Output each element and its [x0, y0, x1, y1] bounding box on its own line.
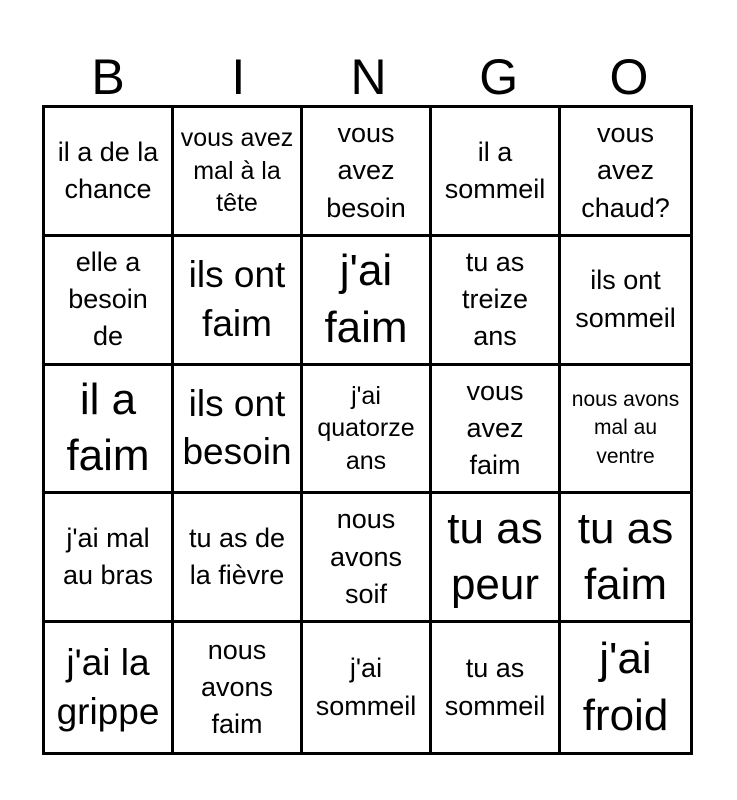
bingo-cell[interactable]	[174, 494, 303, 623]
bingo-cell[interactable]	[561, 623, 690, 752]
bingo-cell[interactable]	[303, 494, 432, 623]
bingo-header	[43, 44, 694, 106]
cell-text: tu as peur	[447, 503, 543, 610]
cell-text: ils ont faim	[188, 253, 286, 344]
cell-text: il a de la chance	[57, 136, 159, 204]
bingo-cell[interactable]	[432, 494, 561, 623]
header-letter-g: G	[479, 49, 519, 105]
bingo-cell[interactable]	[432, 366, 561, 495]
cell-text: nous avons mal au ventre	[571, 387, 680, 468]
bingo-cell[interactable]	[303, 366, 432, 495]
bingo-cell[interactable]	[45, 623, 174, 752]
cell-text: nous avons faim	[200, 634, 274, 740]
cell-text: il a faim	[66, 375, 150, 481]
cell-text: j'ai mal au bras	[62, 523, 154, 591]
cell-text: j'ai la grippe	[56, 641, 160, 732]
cell-text: elle a besoin de	[68, 246, 148, 352]
bingo-cell[interactable]	[432, 237, 561, 366]
bingo-cell[interactable]	[45, 108, 174, 237]
cell-text: vous avez chaud?	[581, 118, 670, 223]
header-letter-i: I	[231, 49, 246, 105]
header-letter-b: B	[91, 49, 125, 105]
bingo-cell[interactable]	[303, 237, 432, 366]
cell-text: tu as treize ans	[461, 246, 529, 352]
cell-text: tu as de la fièvre	[188, 523, 286, 591]
cell-text: ils ont besoin	[182, 382, 292, 473]
bingo-cell[interactable]	[303, 623, 432, 752]
cell-text: vous avez mal à la tête	[180, 124, 294, 218]
cell-text: j'ai quatorze ans	[317, 381, 415, 475]
cell-text: vous avez besoin	[326, 118, 406, 223]
bingo-cell[interactable]	[561, 108, 690, 237]
bingo-cell[interactable]	[561, 494, 690, 623]
cell-text: ils ont sommeil	[575, 265, 676, 333]
bingo-cell[interactable]	[45, 237, 174, 366]
cell-text: tu as sommeil	[444, 653, 546, 721]
cell-text: vous avez faim	[466, 375, 524, 481]
cell-text: j'ai faim	[324, 246, 408, 352]
bingo-cell[interactable]	[174, 108, 303, 237]
bingo-cell[interactable]	[45, 494, 174, 623]
bingo-cell[interactable]	[303, 108, 432, 237]
header-letter-o: O	[609, 49, 649, 105]
bingo-cell[interactable]	[174, 366, 303, 495]
bingo-cell[interactable]	[432, 108, 561, 237]
cell-text: il a sommeil	[444, 136, 546, 204]
cell-text: nous avons soif	[329, 504, 403, 609]
bingo-card-grid	[42, 105, 693, 755]
bingo-cell[interactable]	[561, 237, 690, 366]
cell-text: tu as faim	[577, 503, 674, 610]
bingo-cell[interactable]	[561, 366, 690, 495]
cell-text: j'ai froid	[582, 634, 669, 740]
bingo-cell[interactable]	[45, 366, 174, 495]
cell-text: j'ai sommeil	[315, 653, 417, 721]
bingo-cell[interactable]	[174, 623, 303, 752]
bingo-cell[interactable]	[174, 237, 303, 366]
header-letter-n: N	[350, 49, 387, 105]
bingo-cell[interactable]	[432, 623, 561, 752]
